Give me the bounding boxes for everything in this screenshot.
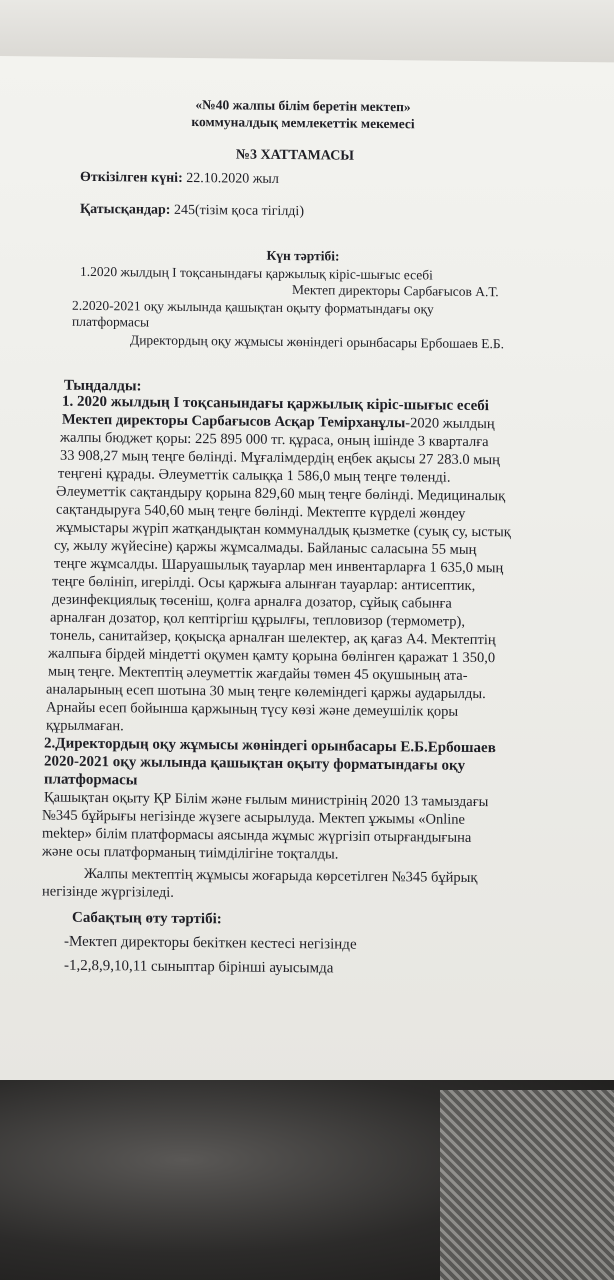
section1-line: су, жылу жүйесіне) қаржы жұмсалмады. Байланыс саласына 55 мың (54, 537, 477, 558)
section1-line: жалпыға бірдей міндетті оқумен қамту қорына бөлінген қаражат 1 350,0 (48, 645, 496, 667)
document-page (0, 56, 614, 1094)
section1-line: мың теңге. Мектептің әлеуметтік жағдайы төмен 45 оқушының ата- (48, 663, 468, 684)
section1-line: құрылмаған. (46, 717, 124, 735)
section2-line: mektep» білім платформасы аясында жұмыс жүргізіп отырғандығына (42, 825, 472, 846)
section1-line: теңге бөлініп, игерілді. Осы қаржыға алынған тауарлар: антисептик, (52, 573, 476, 594)
section1-line: теңге жұмсалды. Шаруашылық тауарлар мен инвентарларға 1 635,0 мың (54, 555, 504, 577)
section1-line: дезинфекциялық төсеніш, қолға арналға дозатор, сұйық сабынға (52, 591, 452, 612)
school-name-line1: «№40 жалпы білім беретін мектеп» (195, 97, 411, 115)
protocol-title: №3 ХАТТАМАСЫ (235, 147, 355, 164)
agenda-item-1-speaker: Мектеп директоры Сарбағысов А.Т. (292, 282, 499, 300)
listened-title: Тыңдалды: (64, 377, 142, 395)
section1-line: сақтандыруға 540,60 мың теңге бөлінді. Мектепте күрделі жөндеу (56, 501, 466, 522)
section1-line: жұмыстары жүріп жатқандықтан коммуналдық қызметке (суық су, ыстық (56, 519, 511, 541)
section1-line: арналған дозатор, қол кептіргіш құрылғы, тепловизор (термометр), (50, 609, 466, 630)
section2-line: №345 бұйрығы негізінде жүзеге асырылуда. Мектеп ұжымы «Online (42, 807, 465, 828)
agenda-item-2-line1: 2.2020-2021 оқу жылында қашықтан оқыту форматындағы оқу (72, 297, 434, 317)
section2-line: негізінде жүргізіледі. (42, 883, 174, 901)
director-name: Мектеп директоры Сарбағысов Асқар Темірханұлы (62, 411, 406, 432)
section2-line: және осы платформаның тиімділігіне тоқталды. (42, 843, 339, 863)
section1-line: аналарының есеп шотына 30 мың теңге көлеміндегі қаржы аударылды. (46, 681, 486, 703)
school-name-line2: коммуналдық мемлекеттік мекемесі (191, 114, 415, 132)
date-row (80, 169, 279, 189)
lesson-line: -1,2,8,9,10,11 сыныптар бірінші ауысымда (64, 957, 334, 977)
section2-line: Жалпы мектептің жұмысы жоғарыда көрсетілген №345 бұйрық (84, 865, 478, 886)
agenda-title: Күн тәртібі: (266, 247, 340, 264)
lesson-order-title: Сабақтың өту тәртібі: (72, 909, 222, 928)
section1-line: Әлеуметтік сақтандыру қорына 829,60 мың теңге бөлінді. Медициналық (56, 483, 506, 505)
lesson-line: -Мектеп директоры бекіткен кестесі негізінде (64, 933, 357, 953)
agenda-item-2-speaker: Директордың оқу жұмысы жөніндегі орынбасары Ербошаев Е.Б. (130, 332, 504, 352)
section1-line: Мектеп директоры Сарбағысов Асқар Темірханұлы-2020 жылдың (62, 411, 495, 433)
attendees-label: Қатысқандар: (80, 201, 171, 218)
section2-title-line2: 2020-2021 оқу жылында қашықтан оқыту форматындағы оқу (44, 753, 466, 774)
section1-line: тонель, санитайзер, қоқысқа арналған шелектер, ақ қағаз А4. Мектептің (50, 627, 496, 649)
section2-title-line1: 2.Директордың оқу жұмысы жөніндегі орынбасары Е.Б.Ербошаев (44, 735, 496, 757)
date-value: 22.10.2020 жыл (186, 170, 279, 187)
section1-line: теңгені құрады. Әлеуметтік салыққа 1 586,0 мың теңге төленді. (58, 465, 451, 486)
background-object (440, 1090, 614, 1280)
section2-title-line3: платформасы (44, 771, 138, 789)
section1-line: 33 908,27 мың теңге бөлінді. Мұғалімдердің еңбек ақысы 27 283.0 мың (60, 447, 500, 469)
agenda-item-2-line2: платформасы (72, 313, 150, 330)
attendees-row (80, 201, 304, 221)
attendees-value: 245(тізім қоса тігілді) (173, 202, 304, 220)
agenda-item-1: 1.2020 жылдың І тоқсанындағы қаржылық кіріс-шығыс есебі (80, 263, 433, 283)
section1-line: жалпы бюджет қоры: 225 895 000 тг. құраса, оның ішінде 3 кварталға (60, 429, 489, 451)
section2-line: Қашықтан оқыту ҚР Білім және ғылым министрінің 2020 13 тамыздағы (44, 789, 489, 811)
section1-line: Арнайы есеп бойынша қаржының түсу көзі және демеушілік қоры (46, 699, 459, 720)
section1-title: 1. 2020 жылдың І тоқсанындағы қаржылық кіріс-шығыс есебі (62, 393, 489, 415)
date-label: Өткізілген күні: (80, 169, 183, 186)
